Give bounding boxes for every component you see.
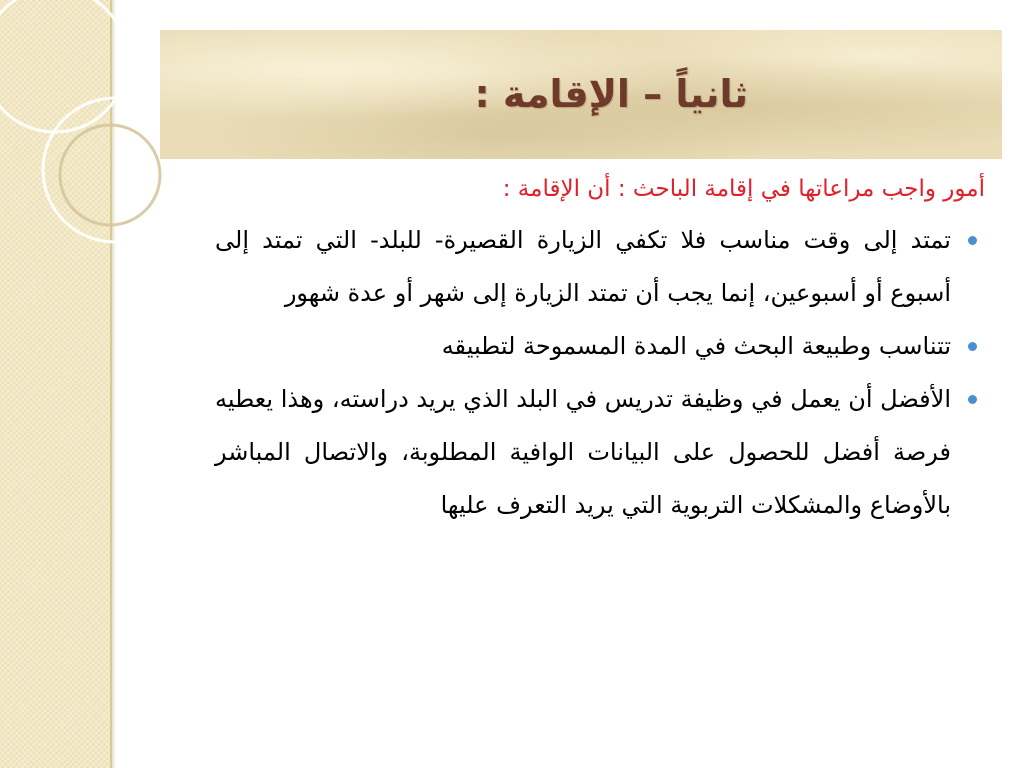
list-item xyxy=(215,373,985,532)
list-item xyxy=(215,320,985,373)
bullet-list xyxy=(215,214,985,532)
list-item xyxy=(215,214,985,320)
bullet-dot-icon xyxy=(968,236,977,245)
bullet-dot-icon xyxy=(968,395,977,404)
bullet-dot-icon xyxy=(968,342,977,351)
decorative-circles xyxy=(0,0,170,320)
bullet-text: الأفضل أن يعمل في وظيفة تدريس في البلد الذي يريد دراسته، وهذا يعطيه فرصة أفضل للحصول على البيانات الوافية المطلوبة، والاتصال المباشر بالأوضاع والمشكلات التربوية التي يريد التعرف عليها xyxy=(215,385,951,519)
slide-subtitle: أمور واجب مراعاتها في إقامة الباحث : أن الإقامة : xyxy=(502,176,985,202)
bullet-text: تمتد إلى وقت مناسب فلا تكفي الزيارة القصيرة- للبلد- التي تمتد إلى أسبوع أو أسبوعين، إنما يجب أن تمتد الزيارة إلى شهر أو عدة شهور xyxy=(215,226,951,307)
decorative-circle-top xyxy=(0,0,127,132)
slide-content xyxy=(215,170,985,532)
bullet-text: تتناسب وطبيعة البحث في المدة المسموحة لتطبيقه xyxy=(441,332,951,360)
decorative-circle-inner xyxy=(60,125,160,225)
slide-title: ثانياً – الإقامة : xyxy=(474,72,748,116)
